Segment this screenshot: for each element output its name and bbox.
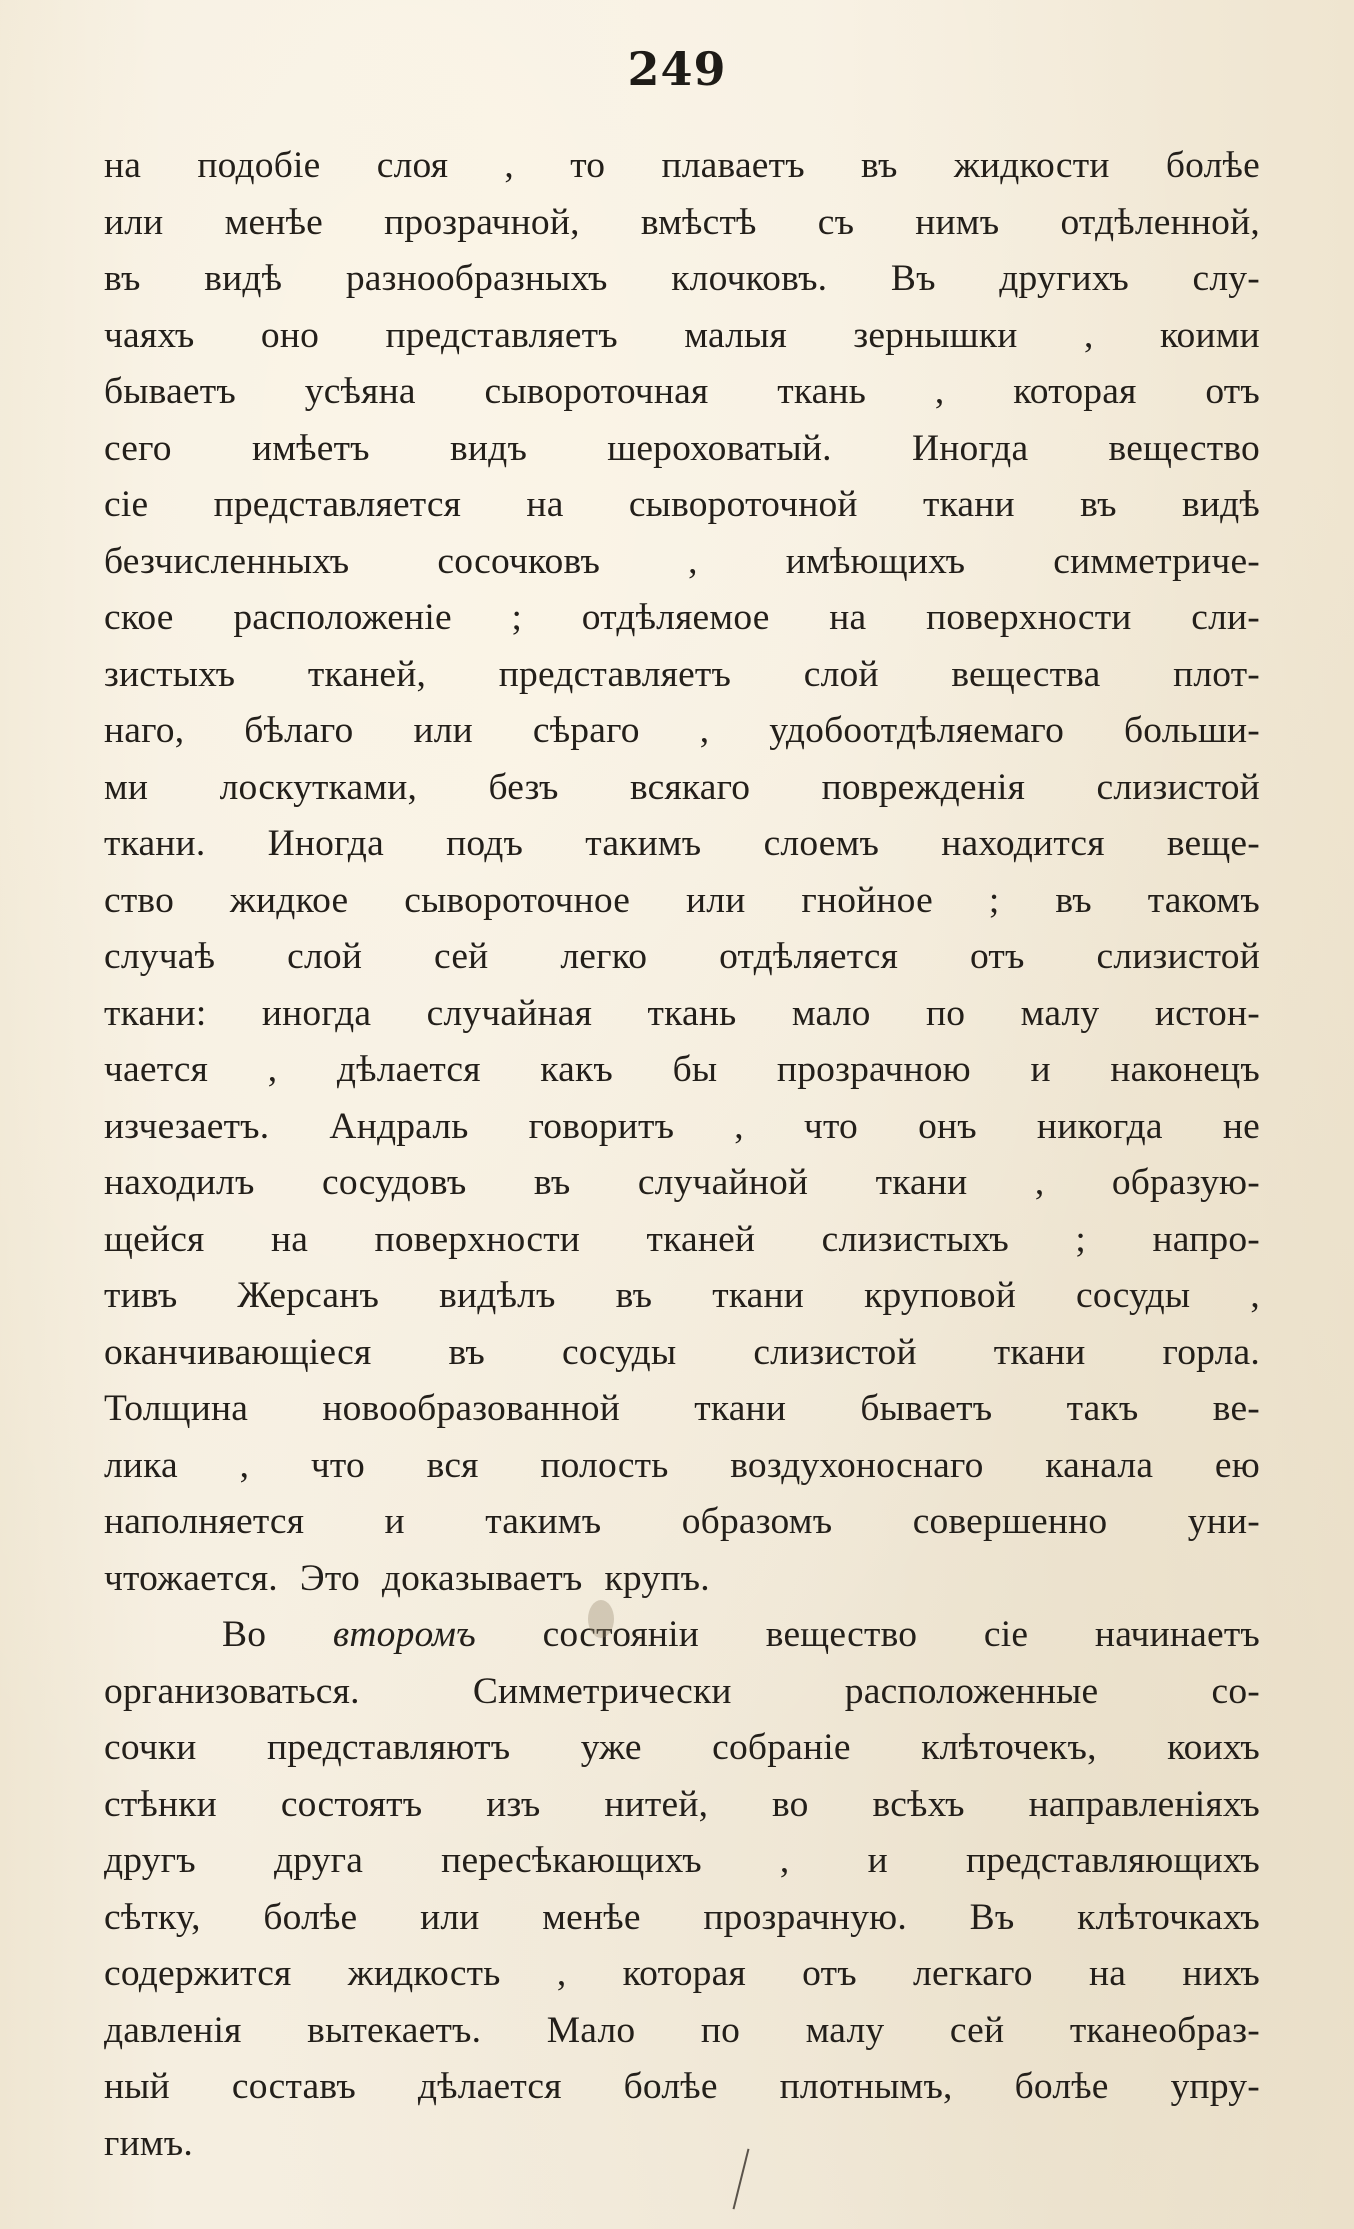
word: вещества bbox=[951, 653, 1101, 695]
word: или bbox=[413, 710, 473, 751]
word: жидкости bbox=[953, 145, 1110, 186]
word: вещество bbox=[765, 1614, 918, 1655]
word: представляется bbox=[213, 484, 462, 525]
word: канала bbox=[1045, 1444, 1154, 1486]
text-line bbox=[104, 1494, 1260, 1551]
word: случайной bbox=[637, 1162, 809, 1203]
word: сей bbox=[434, 936, 489, 977]
word: и bbox=[384, 1501, 405, 1542]
word: не bbox=[1222, 1105, 1260, 1147]
word: разнообразныхъ bbox=[345, 258, 608, 299]
text-line bbox=[104, 477, 1260, 534]
word: ткани bbox=[993, 1331, 1086, 1373]
text-line bbox=[104, 1099, 1260, 1156]
word: ; bbox=[988, 879, 1000, 921]
word: сывороточное bbox=[404, 879, 631, 921]
text-line bbox=[104, 1607, 1260, 1664]
word: ткани bbox=[694, 1388, 787, 1429]
word: клѣточекъ, bbox=[921, 1727, 1097, 1768]
word: жидкость bbox=[347, 1953, 501, 1994]
word: вмѣстѣ bbox=[640, 201, 757, 243]
word: на bbox=[270, 1218, 309, 1260]
word: отдѣленной, bbox=[1060, 201, 1260, 243]
word: упру- bbox=[1170, 2066, 1260, 2107]
word: тканей, bbox=[307, 653, 427, 695]
text-line bbox=[104, 929, 1260, 986]
text-line bbox=[104, 1833, 1260, 1890]
text-line bbox=[104, 1438, 1260, 1495]
word: болѣе bbox=[623, 2066, 718, 2107]
word: стѣнки bbox=[104, 1783, 217, 1825]
word: поверхности bbox=[926, 597, 1132, 638]
word: симметриче- bbox=[1053, 540, 1260, 582]
word: сѣтку, bbox=[104, 1896, 201, 1938]
word: случаѣ bbox=[104, 936, 216, 977]
word: Мало bbox=[546, 2009, 636, 2051]
word: дѣлается bbox=[417, 2066, 562, 2107]
word: плот- bbox=[1173, 653, 1260, 695]
word: клѣточкахъ bbox=[1077, 1896, 1260, 1938]
word: въ bbox=[861, 145, 898, 186]
word: какъ bbox=[540, 1049, 614, 1090]
word: прозрачную. bbox=[703, 1896, 907, 1938]
word: усѣяна bbox=[304, 371, 416, 412]
word: что bbox=[310, 1444, 365, 1486]
text-line bbox=[104, 1946, 1260, 2003]
word: такъ bbox=[1066, 1388, 1139, 1429]
word: отдѣляемое bbox=[581, 597, 770, 638]
word: видѣ bbox=[1181, 484, 1260, 525]
word: второмъ bbox=[332, 1614, 476, 1655]
word: ею bbox=[1214, 1444, 1260, 1486]
word: вся bbox=[426, 1444, 479, 1486]
word: ткань bbox=[777, 371, 867, 412]
word: друга bbox=[273, 1840, 364, 1881]
word: лика bbox=[104, 1444, 178, 1486]
word: такимъ bbox=[585, 823, 702, 864]
word: со- bbox=[1211, 1670, 1260, 1712]
word: сосочковъ bbox=[437, 540, 601, 582]
word: наконецъ bbox=[1110, 1049, 1260, 1090]
word: Въ bbox=[969, 1896, 1015, 1938]
text-line bbox=[104, 1720, 1260, 1777]
word: , bbox=[504, 145, 514, 186]
word: прозрачной, bbox=[384, 201, 580, 243]
word: на bbox=[104, 145, 142, 186]
word: представляетъ bbox=[385, 314, 618, 356]
word: въ bbox=[533, 1162, 571, 1203]
word: , bbox=[1250, 1275, 1260, 1316]
word: болѣе bbox=[1014, 2066, 1109, 2107]
word: крупъ. bbox=[604, 1557, 710, 1599]
word: вещество bbox=[1108, 427, 1260, 469]
word: находится bbox=[941, 823, 1105, 864]
word: бы bbox=[672, 1049, 718, 1090]
word: случайная bbox=[426, 992, 593, 1034]
word: начинаетъ bbox=[1094, 1614, 1260, 1655]
word: чаяхъ bbox=[104, 314, 195, 356]
word: сочки bbox=[104, 1727, 197, 1768]
word: имѣющихъ bbox=[785, 540, 966, 582]
word: на bbox=[526, 484, 564, 525]
word: плаваетъ bbox=[661, 145, 805, 186]
word: въ bbox=[615, 1275, 653, 1316]
word: бываетъ bbox=[860, 1388, 993, 1429]
word: направленіяхъ bbox=[1028, 1783, 1260, 1825]
word: сіе bbox=[104, 484, 149, 525]
word: ство bbox=[104, 879, 175, 921]
word: или bbox=[104, 201, 164, 243]
word: , bbox=[239, 1444, 250, 1486]
word: тканеобраз- bbox=[1069, 2009, 1260, 2051]
word: наполняется bbox=[104, 1501, 305, 1542]
word: сосуды bbox=[562, 1331, 677, 1373]
word: вытекаетъ. bbox=[307, 2009, 482, 2051]
word: въ bbox=[104, 258, 141, 299]
word: мало bbox=[791, 992, 871, 1034]
text-line bbox=[104, 195, 1260, 252]
word: слой bbox=[287, 936, 363, 977]
word: представляющихъ bbox=[965, 1840, 1260, 1881]
word: плотнымъ, bbox=[779, 2066, 953, 2107]
word: ткань bbox=[647, 992, 737, 1034]
word: напро- bbox=[1152, 1218, 1260, 1260]
word: давленія bbox=[104, 2009, 242, 2051]
text-line bbox=[104, 1325, 1260, 1382]
word: бываетъ bbox=[104, 371, 236, 412]
word: малыя bbox=[684, 314, 787, 356]
word: слоя bbox=[376, 145, 449, 186]
word: , bbox=[779, 1840, 790, 1881]
word: болѣе bbox=[263, 1896, 358, 1938]
word: которая bbox=[622, 1953, 746, 1994]
word: Андраль bbox=[329, 1105, 469, 1147]
word: слу- bbox=[1192, 258, 1260, 299]
word: совершенно bbox=[912, 1501, 1108, 1542]
word: жидкое bbox=[229, 879, 349, 921]
word: сосуды bbox=[1075, 1275, 1191, 1316]
word: видѣ bbox=[204, 258, 283, 299]
word: зистыхъ bbox=[104, 653, 236, 695]
text-line bbox=[104, 364, 1260, 421]
word: Иногда bbox=[911, 427, 1029, 469]
word: оканчивающіеся bbox=[104, 1331, 372, 1373]
word: больши- bbox=[1124, 710, 1260, 751]
word: Иногда bbox=[267, 823, 384, 864]
word: сывороточная bbox=[484, 371, 709, 412]
word: , bbox=[734, 1105, 744, 1147]
word: лоскутками, bbox=[219, 766, 418, 808]
word: нитей, bbox=[604, 1783, 709, 1825]
word: поверхности bbox=[374, 1218, 581, 1260]
text-line bbox=[104, 1381, 1260, 1438]
word: безчисленныхъ bbox=[104, 540, 350, 582]
word: бѣлаго bbox=[244, 710, 354, 751]
word: подъ bbox=[446, 823, 524, 864]
text-line bbox=[104, 986, 1260, 1043]
text-line bbox=[104, 138, 1260, 195]
text-line bbox=[104, 251, 1260, 308]
word: , bbox=[688, 540, 698, 582]
word: уни- bbox=[1187, 1501, 1260, 1542]
word: уже bbox=[580, 1727, 642, 1768]
word: менѣе bbox=[542, 1896, 641, 1938]
word: на bbox=[829, 597, 867, 638]
word: организоваться. bbox=[104, 1670, 360, 1712]
word: пересѣкающихъ bbox=[441, 1840, 702, 1881]
text-line bbox=[104, 2059, 1260, 2116]
text-line bbox=[104, 1268, 1260, 1325]
word: образомъ bbox=[681, 1501, 833, 1542]
word: говоритъ bbox=[528, 1105, 675, 1147]
word: дѣлается bbox=[336, 1049, 481, 1090]
word: менѣе bbox=[224, 201, 324, 243]
word: собраніе bbox=[712, 1727, 851, 1768]
text-line bbox=[104, 816, 1260, 873]
word: въ bbox=[1055, 879, 1092, 921]
text-line bbox=[104, 421, 1260, 478]
word: видъ bbox=[449, 427, 528, 469]
text-line bbox=[104, 1551, 1260, 1608]
word: ткани bbox=[712, 1275, 805, 1316]
word: изчезаетъ. bbox=[104, 1105, 270, 1147]
word: ткани bbox=[922, 484, 1015, 525]
word: поврежденія bbox=[821, 766, 1026, 808]
word: ; bbox=[1075, 1218, 1087, 1260]
word: всякаго bbox=[629, 766, 751, 808]
word: такомъ bbox=[1147, 879, 1260, 921]
word: чается bbox=[104, 1049, 209, 1090]
word: слой bbox=[803, 653, 879, 695]
text-line bbox=[104, 1155, 1260, 1212]
word: круповой bbox=[864, 1275, 1016, 1316]
text-line bbox=[104, 1212, 1260, 1269]
word: прозрачною bbox=[776, 1049, 971, 1090]
word: другъ bbox=[104, 1840, 196, 1881]
word: представляетъ bbox=[498, 653, 732, 695]
word: , bbox=[267, 1049, 278, 1090]
word: отдѣляется bbox=[719, 936, 899, 977]
word: расположеніе bbox=[233, 597, 452, 638]
word: воздухоноснаго bbox=[730, 1444, 984, 1486]
text-line bbox=[104, 760, 1260, 817]
word: имѣетъ bbox=[251, 427, 370, 469]
word: чтожается. bbox=[104, 1557, 278, 1599]
word: находилъ bbox=[104, 1162, 255, 1203]
word: слизистыхъ bbox=[821, 1218, 1009, 1260]
word: слизистой bbox=[1096, 766, 1260, 808]
word: по bbox=[700, 2009, 741, 2051]
word: онъ bbox=[918, 1105, 977, 1147]
word: сей bbox=[949, 2009, 1005, 2051]
word: по bbox=[926, 992, 966, 1034]
word: , bbox=[1083, 314, 1094, 356]
word: отъ bbox=[802, 1953, 857, 1994]
word: удобоотдѣляемаго bbox=[769, 710, 1065, 751]
body-text bbox=[104, 138, 1260, 2172]
word: Симметрически bbox=[472, 1670, 732, 1712]
word: ве- bbox=[1212, 1388, 1260, 1429]
word: слизистой bbox=[753, 1331, 917, 1373]
word: то bbox=[570, 145, 606, 186]
word: или bbox=[420, 1896, 480, 1938]
word: коихъ bbox=[1167, 1727, 1260, 1768]
word: горла. bbox=[1162, 1331, 1260, 1373]
word: , bbox=[1034, 1162, 1045, 1203]
word: малу bbox=[805, 2009, 885, 2051]
word: ткани: bbox=[104, 992, 207, 1034]
word: тивъ bbox=[104, 1275, 178, 1316]
word: новообразованной bbox=[322, 1388, 620, 1429]
text-line bbox=[104, 647, 1260, 704]
word: болѣе bbox=[1165, 145, 1260, 186]
word: легкаго bbox=[913, 1953, 1033, 1994]
word: образую- bbox=[1111, 1162, 1260, 1203]
word: ское bbox=[104, 597, 174, 638]
text-line bbox=[104, 534, 1260, 591]
word: коими bbox=[1159, 314, 1260, 356]
text-line bbox=[104, 308, 1260, 365]
word: отъ bbox=[1205, 371, 1260, 412]
word: гнойное bbox=[801, 879, 933, 921]
text-line bbox=[104, 703, 1260, 760]
word: другихъ bbox=[999, 258, 1129, 299]
word: состояніи bbox=[542, 1614, 700, 1655]
word: содержится bbox=[104, 1953, 292, 1994]
word: подобіе bbox=[197, 145, 321, 186]
word: съ bbox=[817, 201, 855, 243]
word: въ bbox=[448, 1331, 486, 1373]
word: малу bbox=[1020, 992, 1100, 1034]
word: слизистой bbox=[1096, 936, 1260, 977]
word: Жерсанъ bbox=[237, 1275, 380, 1316]
page-number: 249 bbox=[627, 42, 727, 96]
word: Въ bbox=[890, 258, 936, 299]
word: веще- bbox=[1166, 823, 1260, 864]
word: ткани bbox=[875, 1162, 968, 1203]
text-line bbox=[104, 2116, 1260, 2173]
word: никогда bbox=[1036, 1105, 1163, 1147]
word: клочковъ. bbox=[671, 258, 828, 299]
word: щейся bbox=[104, 1218, 205, 1260]
word: на bbox=[1088, 1953, 1127, 1994]
word: расположенные bbox=[844, 1670, 1099, 1712]
word: всѣхъ bbox=[872, 1783, 965, 1825]
word: ный bbox=[104, 2066, 170, 2107]
word: наго, bbox=[104, 710, 185, 751]
word: ми bbox=[104, 766, 149, 808]
word: слоемъ bbox=[763, 823, 880, 864]
word: ; bbox=[511, 597, 523, 638]
word: составъ bbox=[231, 2066, 356, 2107]
word: Во bbox=[222, 1614, 267, 1655]
text-line bbox=[104, 1664, 1260, 1721]
word: видѣлъ bbox=[439, 1275, 556, 1316]
word: сывороточной bbox=[628, 484, 858, 525]
text-line bbox=[104, 1890, 1260, 1947]
word: безъ bbox=[488, 766, 559, 808]
paper-stain bbox=[588, 1600, 614, 1638]
word: сосудовъ bbox=[321, 1162, 467, 1203]
word: полость bbox=[540, 1444, 669, 1486]
word: , bbox=[699, 710, 710, 751]
word: сли- bbox=[1191, 597, 1260, 638]
word: нихъ bbox=[1182, 1953, 1260, 1994]
word: представляютъ bbox=[267, 1727, 511, 1768]
word: въ bbox=[1080, 484, 1117, 525]
word: нимъ bbox=[915, 201, 1000, 243]
word: сѣраго bbox=[532, 710, 640, 751]
text-line bbox=[104, 1042, 1260, 1099]
text-line bbox=[104, 1777, 1260, 1834]
word: истон- bbox=[1154, 992, 1260, 1034]
text-line bbox=[104, 590, 1260, 647]
word: Толщина bbox=[104, 1388, 249, 1429]
word: , bbox=[934, 371, 945, 412]
word: тканей bbox=[646, 1218, 756, 1260]
word: которая bbox=[1013, 371, 1137, 412]
word: гимъ. bbox=[104, 2122, 193, 2164]
word: состоятъ bbox=[280, 1783, 423, 1825]
word: оно bbox=[260, 314, 320, 356]
word: Это bbox=[299, 1557, 360, 1599]
word: во bbox=[772, 1783, 809, 1825]
word: легко bbox=[560, 936, 648, 977]
word: иногда bbox=[261, 992, 372, 1034]
word: и bbox=[867, 1840, 888, 1881]
word: что bbox=[803, 1105, 859, 1147]
word: или bbox=[686, 879, 746, 921]
word: отъ bbox=[969, 936, 1025, 977]
word: доказываетъ bbox=[381, 1557, 583, 1599]
word: и bbox=[1030, 1049, 1051, 1090]
word: , bbox=[556, 1953, 567, 1994]
word: сіе bbox=[983, 1614, 1029, 1655]
word: сего bbox=[104, 427, 172, 469]
text-line bbox=[104, 2003, 1260, 2060]
word: зернышки bbox=[853, 314, 1018, 356]
word: шероховатый. bbox=[607, 427, 832, 469]
text-line bbox=[104, 873, 1260, 930]
word: изъ bbox=[486, 1783, 541, 1825]
word: ткани. bbox=[104, 823, 206, 864]
word: такимъ bbox=[485, 1501, 602, 1542]
